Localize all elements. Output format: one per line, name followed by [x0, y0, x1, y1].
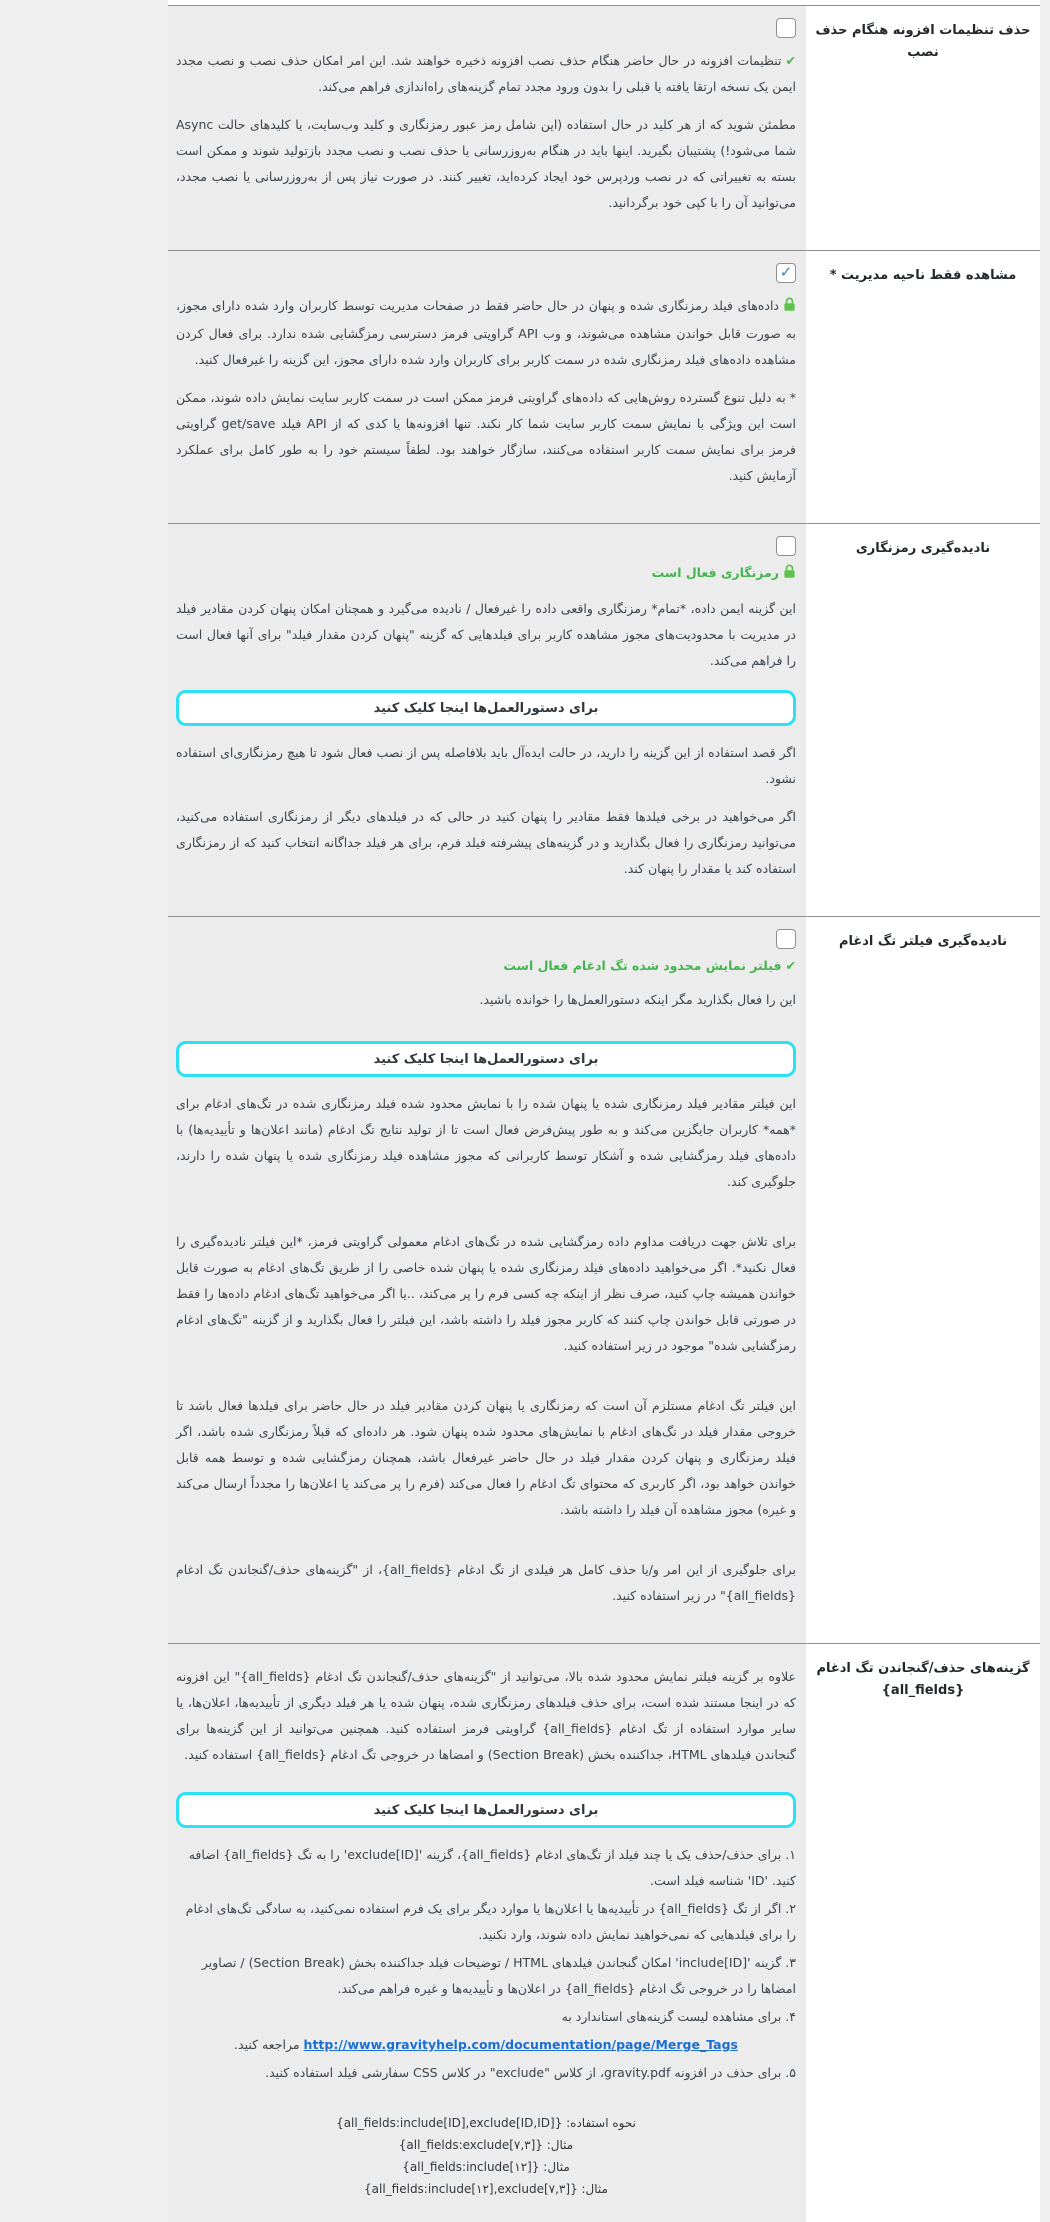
- row-content-mergetag-filter-override: [168, 917, 806, 1643]
- instructions-button[interactable]: برای دستورالعمل‌ها اینجا کلیک کنید: [176, 690, 796, 726]
- settings-row-encryption-override: [168, 523, 1040, 916]
- uninstall-delete-checkbox[interactable]: [776, 18, 796, 38]
- encryption-status: [176, 560, 796, 588]
- description-paragraph: این فیلتر تگ ادغام مستلزم آن است که رمزنگاری یا پنهان کردن مقادیر فیلد در حال حاضر برای فیلدها فعال باشد تا خروجی مقدار فیلد در تگ‌های ادغام با نمایش‌های محدود شده پنهان شود. هر داده‌ای که قبلاً رمزنگاری شده باشد، اگر فیلد رمزنگاری و پنهان کردن مقدار فیلد در حال حاضر غیرفعال باشد، همچنان رمزگشایی شده و توسط همه قابل خواندن خواهد بود، اگر کاربری که محتوای تگ ادغام را فعال می‌کند (فرم را پر می‌کند یا اعلان‌ها را مجدداً ارسال می‌کند و غیره) مجوز مشاهده آن فیلد را داشته باشد.: [176, 1398, 796, 1517]
- row-label-encryption-override: نادیده‌گیری رمزنگاری: [806, 524, 1040, 916]
- usage-title: نحوه استفاده: {all_fields:include[ID],exclude[ID,ID]}: [336, 2116, 636, 2130]
- row-label-mergetag-filter-override: نادیده‌گیری فیلتر تگ ادغام: [806, 917, 1040, 1643]
- instruction-item-2: ۲. اگر از تگ {all_fields} در تأییدیه‌ها یا اعلان‌ها یا موارد دیگر برای یک فرم استفاده نمی‌کنید، به سادگی تگ‌های ادغام را برای فیلدهایی که نمی‌خواهید نمایش داده شوند، وارد نکنید.: [185, 1901, 796, 1942]
- link-suffix-text: مراجعه کنید.: [234, 2037, 300, 2052]
- description-paragraph: * به دلیل تنوع گسترده روش‌هایی که داده‌های گراویتی فرمز ممکن است در سمت کاربر سایت نمایش داده شوند، ممکن است این ویژگی با نمایش سمت کاربر سایت شما کار نکند. تنها افزونه‌ها یا کدی که از API فیلد get/save گراویتی فرمز برای نمایش سمت کاربر استفاده می‌کنند، سازگار خواهند بود. لطفاً سیستم خود را به طور کامل برای عملکرد آزمایش کنید.: [176, 390, 796, 483]
- usage-examples: [176, 2112, 796, 2200]
- status-text: تنظیمات افزونه در حال حاضر هنگام حذف نصب افزونه ذخیره خواهند شد. این امر امکان حذف نصب و نصب مجدد ایمن یک نسخه ارتقا یافته یا قبلی را بدون ورود مجدد تمام گزینه‌های راه‌اندازی فراهم می‌کند.: [176, 53, 796, 94]
- instructions-button[interactable]: برای دستورالعمل‌ها اینجا کلیک کنید: [176, 1041, 796, 1077]
- merge-tags-doc-link[interactable]: http://www.gravityhelp.com/documentation/page/Merge_Tags: [303, 2037, 738, 2052]
- usage-example: مثال: {all_fields:include[۱۲]}: [402, 2160, 570, 2174]
- status-text: فیلتر نمایش محدود شده تگ ادغام فعال است: [503, 958, 782, 973]
- description-paragraph: این فیلتر مقادیر فیلد رمزنگاری شده یا پنهان شده را با نمایش محدود شده فیلد رمزنگاری شده در تگ‌های ادغام برای *همه* کاربران جایگزین می‌کند و به طور پیش‌فرض فعال است تا از تولید نتایج تگ ادغام (مانند اعلان‌ها و تأییدیه‌ها) با داده‌های فیلد رمزگشایی شده و آشکار توسط کاربرانی که مجوز مشاهده فیلد رمزنگاری شده یا پنهان شده را دارند، جلوگیری کند.: [176, 1096, 796, 1189]
- lock-icon: [783, 567, 796, 582]
- settings-row-uninstall: [168, 5, 1040, 250]
- description-paragraph: اگر می‌خواهید در برخی فیلدها فقط مقادیر را پنهان کنید در حالی که در فیلدهای دیگر از رمزنگاری استفاده می‌کنید، می‌توانید رمزنگاری را فعال بگذارید و در گزینه‌های پیشرفته فیلد فرم، برای هر فیلد جداگانه انتخاب کنید که از رمزنگاری استفاده کند یا مقدار را پنهان کند.: [176, 809, 796, 876]
- settings-row-admin-only: [168, 250, 1040, 523]
- status-paragraph: [176, 293, 796, 373]
- check-icon: ✔: [785, 53, 796, 68]
- instruction-item-3: ۳. گزینه 'include[ID]' امکان گنجاندن فیلدهای HTML / توضیحات فیلد جداکننده بخش (Section Break) / تصاویر امضاها را در خروجی تگ ادغام {all_fields} در اعلان‌ها و تأییدیه‌ها و غیره فراهم می‌کند.: [201, 1955, 796, 1996]
- instruction-item-1: ۱. برای حذف/حذف یک یا چند فیلد از تگ‌های ادغام {all_fields}، گزینه 'exclude[ID]' را به تگ {all_fields} اضافه کنید. 'ID' شناسه فیلد است.: [188, 1847, 796, 1888]
- status-text: رمزنگاری فعال است: [651, 565, 779, 580]
- label-line: {all_fields}: [881, 1683, 965, 1699]
- merge-tags-link-line: [176, 2032, 796, 2058]
- description-paragraph: مطمئن شوید که از هر کلید در حال استفاده (این شامل رمز عبور رمزنگاری و کلید وب‌سایت، یا کلیدهای حالت Async شما می‌شود!) پشتیبان بگیرید. اینها باید در هنگام به‌روزرسانی یا حذف نصب و نصب مجدد بازتولید شوند و ممکن است بسته به تغییراتی که در نصب وردپرس خود ایجاد کرده‌اید، تغییر کنند. در صورت نیاز پس از به‌روزرسانی یا نصب مجدد، می‌توانید آن را با کپی خود برگردانید.: [176, 117, 796, 210]
- row-content-encryption-override: [168, 524, 806, 916]
- instruction-item-5: ۵. برای حذف در افزونه gravity.pdf، از کلاس "exclude" در کلاس CSS سفارشی فیلد استفاده کنید.: [265, 2065, 796, 2080]
- description-paragraph: این گزینه ایمن داده، *تمام* رمزنگاری واقعی داده را غیرفعال / نادیده می‌گیرد و همچنان امکان پنهان کردن مقادیر فیلد در مدیریت با محدودیت‌های مجوز مشاهده کاربر برای فیلدهایی که گزینه "پنهان کردن مقدار فیلد" برای آنها فعال است را فراهم می‌کند.: [176, 601, 796, 668]
- settings-row-allfields-options: [168, 1643, 1040, 2222]
- description-paragraph: علاوه بر گزینه فیلتر نمایش محدود شده بالا، می‌توانید از "گزینه‌های حذف/گنجاندن تگ ادغام {all_fields}" این افزونه که در اینجا مستند شده است، برای حذف فیلدهای رمزنگاری شده، پنهان شده یا هر فیلد دیگری از تأییدیه‌ها، اعلان‌ها، یا سایر موارد استفاده از تگ ادغام {all_fields} گراویتی فرمز استفاده کنید. همچنین می‌توانید از این گزینه‌ها برای گنجاندن فیلدهای HTML، جداکننده بخش (Section Break) و امضاها در خروجی تگ ادغام {all_fields} استفاده کنید.: [176, 1669, 796, 1762]
- lock-icon: [783, 300, 796, 315]
- row-label-uninstall: حذف تنظیمات افزونه هنگام حذف نصب: [806, 6, 1040, 250]
- status-paragraph: [176, 48, 796, 100]
- row-content-admin-only: [168, 251, 806, 523]
- mergetag-filter-override-checkbox[interactable]: [776, 929, 796, 949]
- instructions-button[interactable]: برای دستورالعمل‌ها اینجا کلیک کنید: [176, 1792, 796, 1828]
- settings-row-mergetag-filter-override: [168, 916, 1040, 1643]
- settings-table: [168, 0, 1040, 2222]
- check-icon: ✔: [785, 958, 796, 973]
- description-paragraph: برای تلاش جهت دریافت مداوم داده رمزگشایی شده در تگ‌های ادغام معمولی گراویتی فرمز، *این فیلتر نادیده‌گیری را فعال نکنید*. اگر می‌خواهید داده‌های فیلد رمزنگاری شده یا پنهان شده خاصی را از طریق تگ‌های ادغام به صورت قابل خواندن همیشه چاپ کنید، صرف نظر از اینکه چه کسی فرم را پر می‌کند، ..یا اگر می‌خواهید تگ‌های ادغام داده‌ها را فقط در صورتی قابل خواندن چاپ کنند که کاربر مجوز فیلد را داشته باشد، این فیلتر را فعال بگذارید و از گزینه "تگ‌های ادغام رمزگشایی شده" موجود در زیر استفاده کنید.: [176, 1234, 796, 1353]
- description-paragraph: اگر قصد استفاده از این گزینه را دارید، در حالت ایده‌آل باید بلافاصله پس از نصب فعال شود تا هیچ رمزنگاری‌ای استفاده نشود.: [176, 745, 796, 786]
- row-content-allfields-options: [168, 1644, 806, 2222]
- instruction-item-4: ۴. برای مشاهده لیست گزینه‌های استاندارد به: [561, 2009, 796, 2024]
- label-line: گزینه‌های حذف/گنجاندن تگ ادغام: [816, 1661, 1030, 1676]
- status-text: داده‌های فیلد رمزنگاری شده و پنهان در حال حاضر فقط در صفحات مدیریت توسط کاربران وارد شده دارای مجوز، به صورت قابل خواندن مشاهده می‌شوند، و وب API گراویتی فرمز دسترسی رمزگشایی شده ندارد. برای فعال کردن مشاهده داده‌های فیلد رمزنگاری شده در سمت کاربر برای کاربران وارد شده دارای مجوز، این گزینه را غیرفعال کنید.: [176, 298, 796, 367]
- row-content-uninstall: [168, 6, 806, 250]
- usage-example: مثال: {all_fields:include[۱۲],exclude[۷,۳]}: [364, 2182, 608, 2196]
- description-paragraph: این را فعال بگذارید مگر اینکه دستورالعمل‌ها را خوانده باشید.: [479, 992, 796, 1007]
- description-paragraph: برای جلوگیری از این امر و/یا حذف کامل هر فیلدی از تگ ادغام {all_fields}، از "گزینه‌های حذف/گنجاندن تگ ادغام {all_fields}" در زیر استفاده کنید.: [176, 1562, 796, 1603]
- mergetag-filter-status: [176, 953, 796, 979]
- row-label-allfields-options: [806, 1644, 1040, 2222]
- usage-example: مثال: {all_fields:exclude[۷,۳]}: [398, 2138, 574, 2152]
- admin-only-checkbox[interactable]: [776, 263, 796, 283]
- encryption-override-checkbox[interactable]: [776, 536, 796, 556]
- row-label-admin-only: مشاهده فقط ناحیه مدیریت *: [806, 251, 1040, 523]
